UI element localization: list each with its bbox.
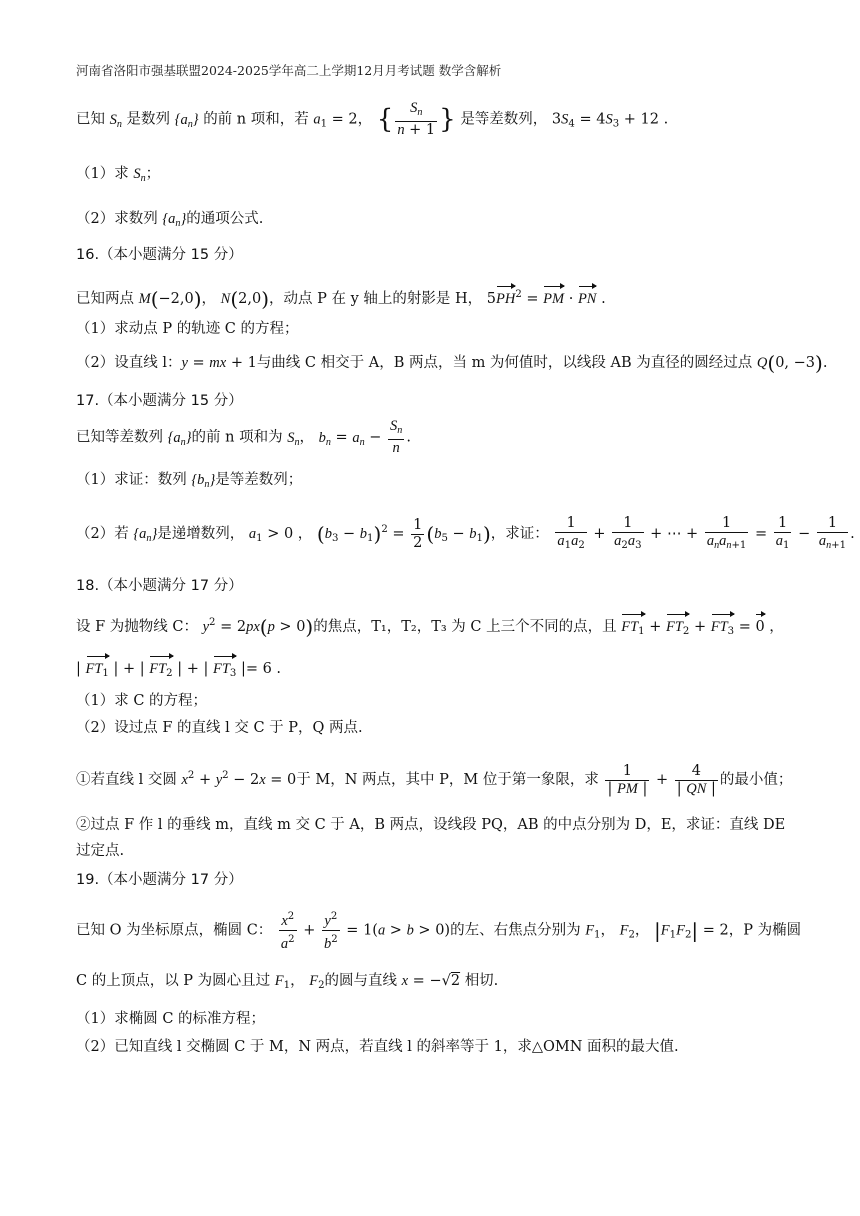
q17-title: 17.（本小题满分 15 分） (76, 393, 243, 409)
q15-part2: （2）求数列 $\{a_n\}$的通项公式. (76, 211, 264, 229)
q16-part2: （2）设直线 l：y = mx + 1与曲线 C 相交于 A，B 两点，当 m 为何值时，以线段 AB 为直径的圆经过点 Q(0, −3). (76, 351, 828, 375)
q16-title: 16.（本小题满分 15 分） (76, 247, 243, 263)
q16-part1: （1）求动点 P 的轨迹 C 的方程； (76, 321, 299, 337)
q18-intro: 设 F 为抛物线 C： $y^2 = 2px(p > 0)$的焦点，T₁，T₂，T₃ 为 C 上三个不同的点，且 $FT_1 + FT_2 + FT_3 = 0$ ， (76, 612, 800, 643)
document-header: 河南省洛阳市强基联盟2024-2025学年高二上学期12月月考试题 数学含解析 (76, 63, 502, 78)
q19-part2: （2）已知直线 l 交椭圆 C 于 M，N 两点，若直线 l 的斜率等于 1，求△OMN 面积的最大值. (76, 1039, 679, 1055)
q16-intro: 已知两点 M(−2,0)， N(2,0)，动点 P 在 y 轴上的射影是 H， $5PH^2$ = PM · PN . (76, 287, 606, 311)
q19-part1: （1）求椭圆 C 的标准方程； (76, 1011, 266, 1027)
q18-intro-cont: | $FT_1$ | + | $FT_2$ | + | $FT_3$ |= 6 . (76, 655, 800, 685)
q18-sub2: ②过点 F 作 l 的垂线 m，直线 m 交 C 于 A，B 两点，设线段 PQ，AB 的中点分别为 D，E，求证：直线 DE (76, 817, 786, 833)
q18-sub1: ①若直线 l 交圆 $x^2 + y^2 - 2x = 0$于 M，N 两点，其中 P，M 位于第一象限，求 $\frac{1}{| PM |}$ + $\frac{4}{| QN |}$ 的最小值； (76, 762, 793, 797)
q19-intro: 已知 O 为坐标原点，椭圆 C： $\frac{x^2}{a^2}$ + $\frac{y^2}{b^2}$ = 1(a > b > 0)的左、右焦点分别为 $F_1$， $F_2$， $|F_1F_2| = 2$，P 为椭圆 (76, 908, 800, 956)
q17-part2: （2）若 $\{a_n\}$是递增数列， $a_1 > 0$ ， $(b_3 - b_1)^2$ = $\frac{1}{2}$ $(b_5 - b_1)$，求证： $\frac{1}{a_1a_2}$ + $\frac{1}{a_2a_3}$ + ⋯ + $\frac{1}{a_na_{n+1}}$ = $\frac{1}{a_1}$ − $\frac{1}{a_{n+1}}$ . (76, 514, 855, 551)
q19-intro-cont: C 的上顶点，以 P 为圆心且过 $F_1$， $F_2$的圆与直线 x = −√2 相切. (76, 973, 499, 991)
q15-intro: 已知 $S_n$ 是数列 $\{a_n\}$ 的前 n 项和，若 $a_1 = 2$， { $\frac{S_n}{n + 1}$ } 是等差数列， $3S_4 = 4S_3 + 12$ . (76, 100, 669, 138)
q18-part2: （2）设过点 F 的直线 l 交 C 于 P，Q 两点. (76, 720, 363, 736)
q18-part1: （1）求 C 的方程； (76, 693, 208, 709)
q18-title: 18.（本小题满分 17 分） (76, 578, 243, 594)
q18-sub2-cont: 过定点. (76, 843, 125, 859)
q15-part1: （1）求 $S_n$； (76, 166, 161, 184)
q17-part1: （1）求证：数列 $\{b_n\}$是等差数列； (76, 472, 303, 490)
q19-title: 19.（本小题满分 17 分） (76, 872, 243, 888)
q17-intro: 已知等差数列 $\{a_n\}$的前 n 项和为 $S_n$， $b_n = a_n$ − $\frac{S_n}{n}$ . (76, 418, 411, 456)
